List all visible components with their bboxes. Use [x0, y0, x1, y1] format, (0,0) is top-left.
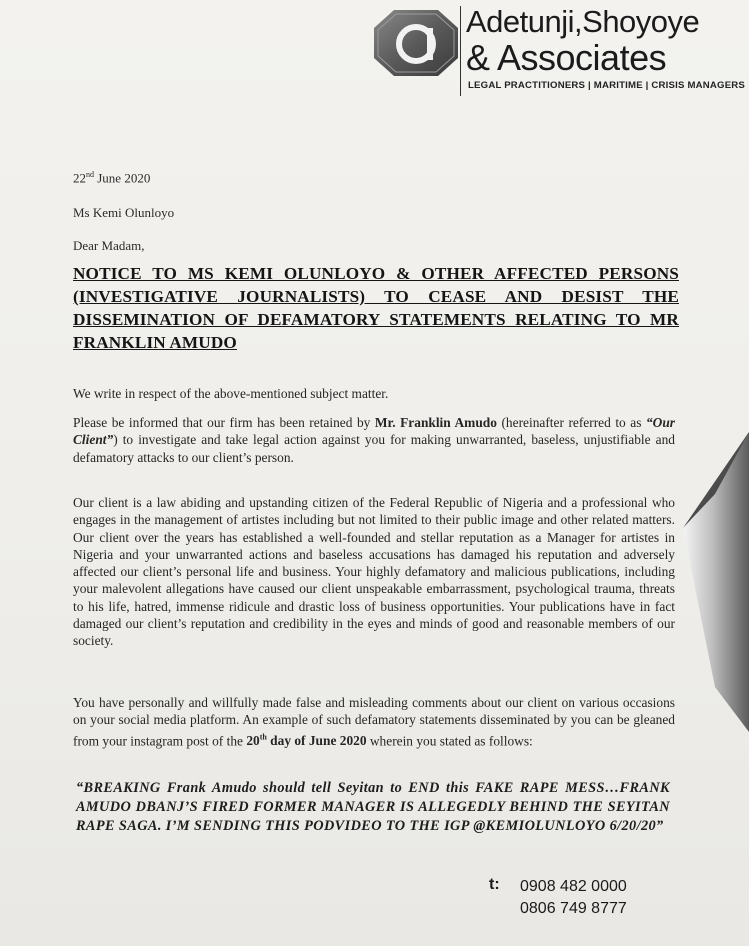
our-client-term: “Our Client”: [73, 415, 676, 448]
post-date-rest: day of June 2020: [266, 733, 367, 749]
date-day: 22: [73, 170, 86, 186]
quoted-post: “BREAKING Frank Amudo should tell Seyitan to END this FAKE RAPE MESS…FRANK AMUDO DBANJ’S FIRED FORMER MANAGER IS ALLEGEDLY BEHIND THE SEYITAN RAPE SAGA. I’M SENDING THIS PODVIDEO TO THE IGP @KEMIOLUNLOYO 6/20/20”: [76, 780, 670, 834]
letter-date: [73, 170, 150, 186]
phone-1: 0908 482 0000: [520, 878, 627, 895]
header-divider: [460, 6, 461, 96]
firm-name: [466, 4, 746, 77]
p2-text-c: ) to investigate and take legal action against you for making unwarranted, baseless, unjustifiable and defamatory attacks to our client’s person.: [73, 432, 675, 465]
firm-name-line2: & Associates: [466, 37, 667, 78]
phone-label: t:: [489, 876, 500, 893]
client-name: Mr. Franklin Amudo: [374, 415, 497, 430]
firm-name-line1: Adetunji,Shoyoye: [466, 4, 700, 39]
post-date: [246, 733, 366, 748]
post-date-sup: th: [259, 732, 267, 742]
notice-title: NOTICE TO MS KEMI OLUNLOYO & OTHER AFFECTED PERSONS (INVESTIGATIVE JOURNALISTS) TO CEASE AND DESIST THE DISSEMINATION OF DEFAMATORY STATEMENTS RELATING TO MR FRANKLIN AMUDO: [73, 264, 679, 352]
phone-numbers: [520, 876, 627, 920]
recipient-name: Ms Kemi Olunloyo: [73, 205, 175, 220]
paragraph-3: Our client is a law abiding and upstanding citizen of the Federal Republic of Nigeria and a professional who engages in the management of artistes including but not limited to their public image and other related matters. Our client over the years has established a well-founded and stellar reputation as a Manager for artistes in Nigeria and your unwarranted actions and baseless accusations has damaged his reputation and adversely affected our client’s personal life and business. Your highly defamatory and malicious publications, including your malevolent allegations have caused our client unspeakable embarrassment, psychological trauma, threats to his life, hatred, immense ridicule and drastic loss of business opportunities. Your publications have in fact damaged our client’s reputation and credibility in the eyes and minds of good and reasonable members of our society.: [73, 495, 675, 649]
post-date-day: 20: [246, 733, 260, 749]
salutation: Dear Madam,: [73, 238, 145, 253]
paragraph-1: We write in respect of the above-mentioned subject matter.: [73, 386, 389, 401]
date-suffix: nd: [86, 170, 94, 179]
p4-text-a: You have personally and willfully made false and misleading comments about our client on various occasions on your social media platform. An example of such defamatory statements disseminated by you can be gleaned from your instagram post of the: [73, 695, 675, 749]
paragraph-4: [73, 694, 675, 749]
p2-text-b: (hereinafter referred to as: [496, 415, 646, 430]
date-rest: June 2020: [94, 170, 151, 186]
p4-text-b: wherein you stated as follows:: [366, 733, 533, 749]
p2-text-a: Please be informed that our firm has been retained by: [73, 415, 375, 430]
paragraph-2: [73, 414, 675, 466]
firm-logo-icon: [372, 8, 460, 78]
firm-tagline: LEGAL PRACTITIONERS | MARITIME | CRISIS MANAGERS: [468, 80, 746, 91]
decorative-side-shape: [675, 432, 749, 732]
phone-2: 0806 749 8777: [520, 900, 627, 917]
